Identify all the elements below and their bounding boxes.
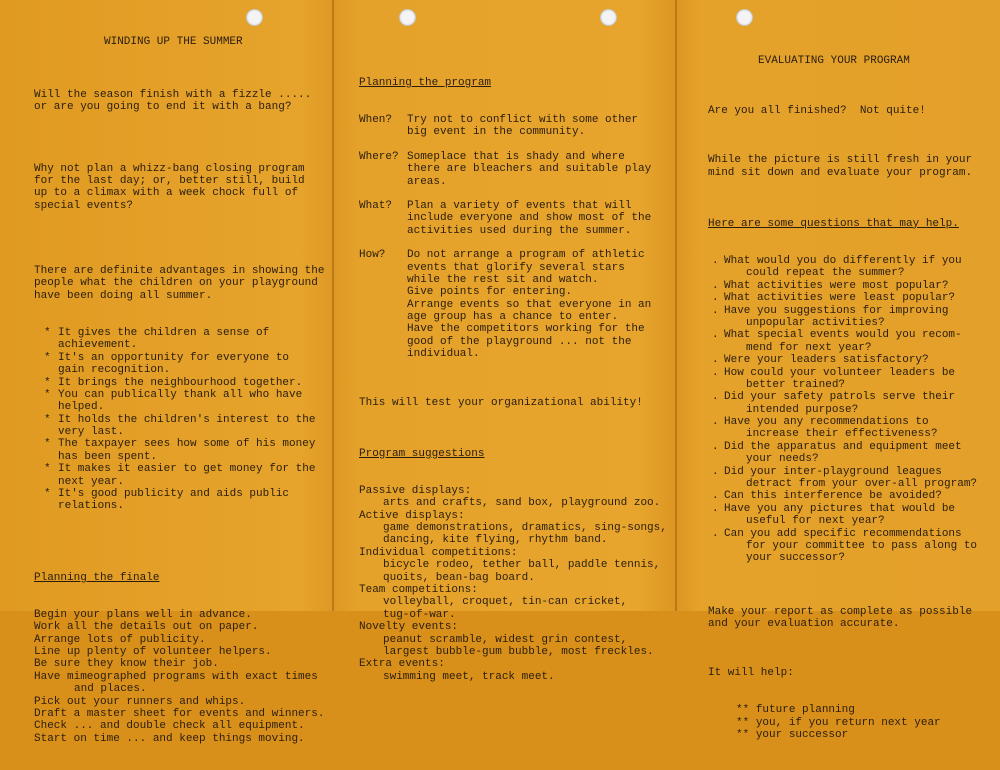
row-label: Where? — [359, 150, 399, 163]
question-line: increase their effectiveness? — [746, 428, 938, 441]
advantage-line: has been spent. — [58, 450, 158, 463]
question-line: mend for next year? — [746, 341, 872, 354]
fold-line-left — [332, 0, 334, 611]
question-line: Were your leaders satisfactory? — [724, 354, 929, 367]
advantage-line: It makes it easier to get money for the — [58, 463, 316, 476]
question-mark: . — [712, 502, 719, 515]
row-text — [407, 114, 669, 139]
panel-evaluating — [708, 0, 993, 766]
advantage-text — [58, 389, 324, 414]
row-line: big event in the community. — [407, 126, 586, 139]
question-item — [712, 329, 993, 354]
question-mark: . — [712, 255, 719, 268]
help-item — [736, 717, 993, 729]
advantage-item — [44, 488, 324, 513]
question-line: intended purpose? — [746, 403, 859, 416]
advantage-line: very last. — [58, 426, 125, 439]
suggestion-category: Individual competitions: — [359, 546, 518, 559]
question-text — [724, 367, 993, 392]
help-item — [736, 704, 993, 716]
advantage-item — [44, 438, 324, 463]
finale-line: and places. — [74, 683, 147, 696]
planning-row — [359, 114, 669, 139]
question-text — [724, 391, 993, 416]
question-line: useful for next year? — [746, 515, 885, 528]
question-mark: . — [712, 279, 719, 292]
suggestion-items: quoits, bean-bag board. — [383, 571, 535, 584]
help-text: future planning — [755, 704, 855, 717]
question-mark: . — [712, 465, 719, 478]
row-text — [407, 249, 669, 361]
question-line: What activities were most popular? — [724, 279, 949, 292]
question-item — [712, 503, 993, 528]
question-mark: . — [712, 366, 719, 379]
panel-winding-up — [34, 0, 324, 770]
intro-line: Will the season finish with a fizzle ..... — [34, 89, 312, 102]
question-item — [712, 528, 993, 565]
question-item — [712, 367, 993, 392]
planning-rows — [359, 114, 669, 361]
advantage-line: next year. — [58, 475, 125, 488]
question-text — [724, 466, 993, 491]
advantage-item — [44, 414, 324, 439]
row-text — [407, 200, 669, 237]
planning-row — [359, 151, 669, 188]
advantage-text — [58, 352, 324, 377]
advantage-line: The taxpayer sees how some of his money — [58, 438, 316, 451]
question-line: What would you do differently if you — [724, 255, 962, 268]
suggestion-items: tug-of-war. — [383, 608, 456, 621]
row-line: events that glorify several stars — [407, 261, 625, 274]
question-line: What special events would you recom- — [724, 329, 962, 342]
para3-line: people what the children on your playground — [34, 277, 318, 290]
finale-line: Draft a master sheet for events and winners. — [34, 707, 325, 720]
row-line: good of the playground ... not the — [407, 335, 632, 348]
advantage-text — [58, 438, 324, 463]
row-line: age group has a chance to enter. — [407, 311, 619, 324]
advantage-item — [44, 463, 324, 488]
bullet-mark: * — [44, 488, 51, 501]
advantage-item — [44, 327, 324, 352]
advantage-line: You can publically thank all who have — [58, 388, 303, 401]
right-para2-line: While the picture is still fresh in your — [708, 154, 973, 167]
question-line: for your committee to pass along to — [746, 540, 978, 552]
bullet-mark: * — [44, 413, 51, 426]
row-line: while the rest sit and watch. — [407, 273, 599, 286]
planning-row — [359, 249, 669, 361]
question-mark: . — [712, 354, 719, 367]
row-line: Try not to conflict with some other — [407, 114, 639, 127]
question-text — [724, 503, 993, 528]
question-text — [724, 441, 993, 466]
suggestion-items: arts and crafts, sand box, playground zoo. — [383, 497, 661, 510]
test-line: This will test your organizational ability! — [359, 397, 643, 410]
bullet-mark: * — [44, 376, 51, 389]
bullet-mark: * — [44, 463, 51, 476]
left-title: WINDING UP THE SUMMER — [104, 35, 243, 48]
question-text — [724, 354, 993, 366]
question-item — [712, 354, 993, 366]
question-mark: . — [712, 490, 719, 503]
panel-planning-program — [359, 0, 669, 708]
help-mark: ** — [736, 704, 750, 717]
row-line: areas. — [407, 175, 447, 188]
row-line: activities used during the summer. — [407, 224, 632, 237]
suggestion-items: volleyball, croquet, tin-can cricket, — [383, 596, 628, 609]
question-item — [712, 490, 993, 502]
advantage-line: gain recognition. — [58, 364, 171, 377]
report-line: Make your report as complete as possible — [708, 605, 973, 618]
question-mark: . — [712, 416, 719, 429]
question-line: unpopular activities? — [746, 316, 885, 329]
question-item — [712, 255, 993, 280]
question-line: could repeat the summer? — [746, 267, 905, 280]
suggestion-items: dancing, kite flying, rhythm band. — [383, 534, 608, 547]
intro-line: or are you going to end it with a bang? — [34, 101, 292, 114]
help-list — [708, 704, 993, 741]
row-text — [407, 151, 669, 188]
bullet-mark: * — [44, 438, 51, 451]
finale-line: Have mimeographed programs with exact times — [34, 670, 318, 683]
row-line: Give points for entering. — [407, 286, 573, 299]
suggestions-heading: Program suggestions — [359, 447, 485, 460]
finale-line: Start on time ... and keep things moving. — [34, 732, 305, 745]
question-line: your needs? — [746, 453, 819, 466]
question-text — [724, 416, 993, 441]
bullet-mark: * — [44, 388, 51, 401]
suggestion-category: Passive displays: — [359, 484, 472, 497]
question-mark: . — [712, 391, 719, 404]
row-line: Do not arrange a program of athletic — [407, 249, 645, 262]
question-text — [724, 255, 993, 280]
question-mark: . — [712, 304, 719, 317]
finale-line: Line up plenty of volunteer helpers. — [34, 646, 272, 659]
row-line: Have the competitors working for the — [407, 323, 645, 336]
advantage-line: It gives the children a sense of — [58, 326, 270, 339]
bullet-mark: * — [44, 326, 51, 339]
suggestion-category: Active displays: — [359, 509, 465, 522]
advantage-line: It brings the neighbourhood together. — [58, 376, 303, 389]
row-line: Someplace that is shady and where — [407, 150, 625, 163]
finale-list — [34, 609, 324, 745]
suggestion-items: peanut scramble, widest grin contest, — [383, 633, 628, 646]
question-item — [712, 441, 993, 466]
question-line: detract from your over-all program? — [746, 478, 978, 491]
right-intro: Are you all finished? Not quite! — [708, 105, 926, 118]
advantage-line: It holds the children's interest to the — [58, 413, 316, 426]
question-line: Can you add specific recommendations — [724, 527, 962, 540]
report-paragraph — [708, 606, 993, 631]
question-line: your successor? — [746, 552, 846, 565]
question-text — [724, 528, 993, 565]
help-intro: It will help: — [708, 667, 794, 680]
question-text — [724, 329, 993, 354]
advantage-line: It's an opportunity for everyone to — [58, 351, 290, 364]
finale-line: Pick out your runners and whips. — [34, 695, 246, 708]
help-text: your successor — [755, 729, 849, 742]
row-label: What? — [359, 199, 393, 212]
question-item — [712, 292, 993, 304]
advantage-line: helped. — [58, 401, 105, 414]
question-line: Did your inter-playground leagues — [724, 465, 942, 478]
help-item — [736, 729, 993, 741]
suggestion-items: largest bubble-gum bubble, most freckles. — [383, 645, 654, 658]
question-item — [712, 391, 993, 416]
question-line: How could your volunteer leaders be — [724, 366, 956, 379]
suggestion-items: bicycle rodeo, tether ball, paddle tennis, — [383, 559, 661, 572]
suggestions-list — [359, 485, 669, 683]
para3-line: have been doing all summer. — [34, 289, 213, 302]
finale-line: Check ... and double check all equipment. — [34, 720, 305, 733]
finale-heading: Planning the finale — [34, 571, 160, 584]
fold-line-right — [675, 0, 677, 611]
question-text — [724, 490, 993, 502]
question-text — [724, 292, 993, 304]
question-line: Did your safety patrols serve their — [724, 391, 956, 404]
question-mark: . — [712, 292, 719, 305]
questions-heading: Here are some questions that may help. — [708, 217, 959, 230]
left-para2 — [34, 163, 324, 213]
planning-row — [359, 200, 669, 237]
question-mark: . — [712, 440, 719, 453]
para2-line: Why not plan a whizz-bang closing program — [34, 162, 305, 175]
advantage-text — [58, 377, 324, 389]
row-line: there are bleachers and suitable play — [407, 163, 652, 176]
para2-line: up to a climax with a week chock full of — [34, 187, 299, 200]
left-para3 — [34, 265, 324, 302]
right-title: EVALUATING YOUR PROGRAM — [758, 54, 910, 67]
para3-line: There are definite advantages in showing the — [34, 264, 325, 277]
suggestion-category: Novelty events: — [359, 621, 459, 634]
right-para2-line: mind sit down and evaluate your program. — [708, 166, 973, 179]
question-mark: . — [712, 527, 719, 540]
row-line: individual. — [407, 348, 480, 361]
advantage-text — [58, 488, 324, 513]
left-intro — [34, 89, 324, 114]
advantage-text — [58, 463, 324, 488]
suggestion-category: Team competitions: — [359, 584, 478, 596]
question-line: Did the apparatus and equipment meet — [724, 440, 962, 453]
help-mark: ** — [736, 729, 750, 742]
row-label: When? — [359, 114, 393, 127]
advantage-line: It's good publicity and aids public — [58, 488, 290, 501]
advantages-list — [34, 327, 324, 513]
suggestion-items: swimming meet, track meet. — [383, 670, 555, 683]
question-line: better trained? — [746, 378, 846, 391]
advantage-line: relations. — [58, 500, 125, 513]
row-line: Plan a variety of events that will — [407, 199, 632, 212]
right-para2 — [708, 154, 993, 179]
program-heading: Planning the program — [359, 76, 492, 89]
question-line: Have you any pictures that would be — [724, 502, 956, 515]
bullet-mark: * — [44, 351, 51, 364]
question-item — [712, 280, 993, 292]
para2-line: special events? — [34, 199, 134, 212]
advantage-text — [58, 414, 324, 439]
advantage-item — [44, 377, 324, 389]
help-mark: ** — [736, 716, 750, 729]
advantage-item — [44, 389, 324, 414]
finale-line: Begin your plans well in advance. — [34, 608, 252, 621]
question-item — [712, 305, 993, 330]
row-line: include everyone and show most of the — [407, 212, 652, 225]
questions-list — [708, 255, 993, 565]
report-line: and your evaluation accurate. — [708, 617, 900, 630]
finale-line: Arrange lots of publicity. — [34, 633, 206, 646]
advantage-line: achievement. — [58, 339, 138, 352]
para2-line: for the last day; or, better still, build — [34, 175, 305, 187]
help-text: you, if you return next year — [755, 716, 941, 729]
question-item — [712, 466, 993, 491]
question-text — [724, 280, 993, 292]
row-label: How? — [359, 249, 386, 262]
question-line: Have you suggestions for improving — [724, 304, 949, 317]
question-item — [712, 416, 993, 441]
suggestion-items: game demonstrations, dramatics, sing-songs, — [383, 522, 667, 535]
finale-line: Work all the details out on paper. — [34, 621, 259, 634]
question-line: Can this interference be avoided? — [724, 490, 942, 503]
row-line: Arrange events so that everyone in an — [407, 298, 652, 311]
advantage-item — [44, 352, 324, 377]
question-mark: . — [712, 329, 719, 342]
question-text — [724, 305, 993, 330]
suggestion-category: Extra events: — [359, 658, 445, 671]
advantage-text — [58, 327, 324, 352]
finale-line: Be sure they know their job. — [34, 658, 219, 671]
question-line: Have you any recommendations to — [724, 416, 929, 429]
question-line: What activities were least popular? — [724, 292, 956, 305]
